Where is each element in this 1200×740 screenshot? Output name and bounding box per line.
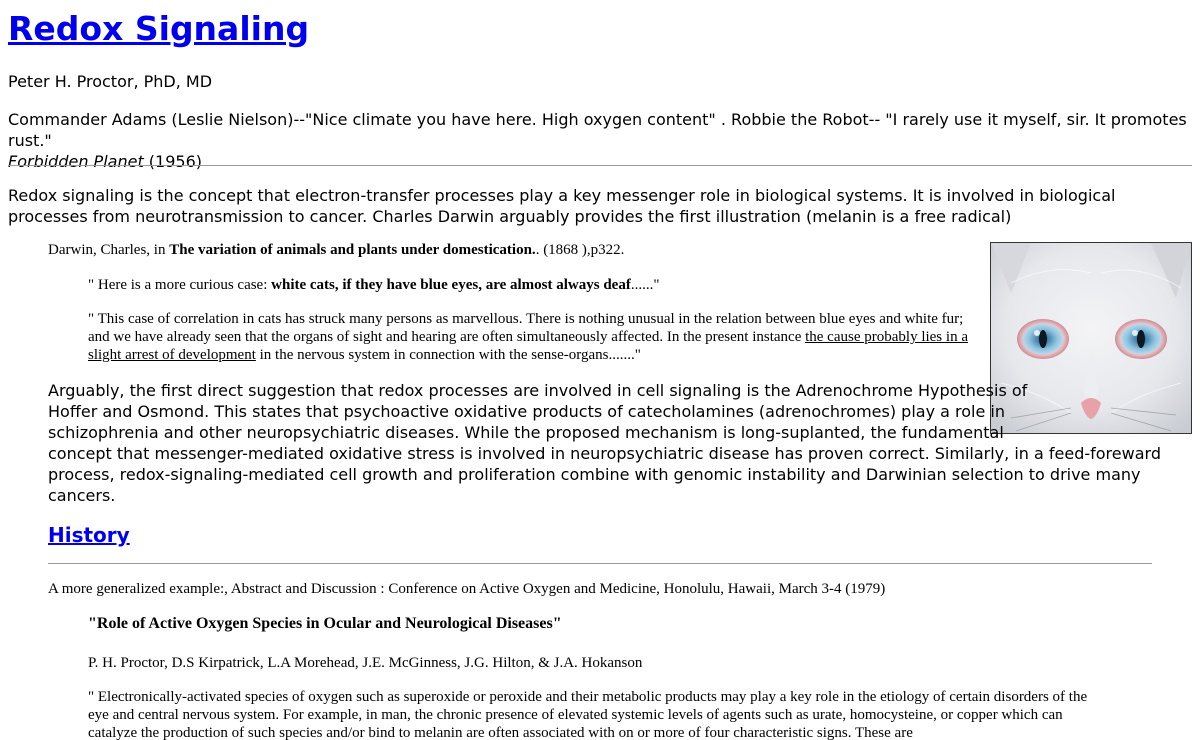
role-title: "Role of Active Oxygen Species in Ocular and Neurological Diseases" bbox=[88, 615, 562, 632]
darwin-prefix: Darwin, Charles, in bbox=[48, 242, 170, 258]
darwin-suffix: . (1868 ),p322. bbox=[535, 242, 625, 258]
curious-suffix: ......" bbox=[630, 277, 660, 293]
adrenochrome-paragraph bbox=[48, 380, 1161, 506]
author-line: Peter H. Proctor, PhD, MD bbox=[8, 72, 213, 91]
history-link[interactable]: History bbox=[48, 523, 130, 547]
paragraph-line: cancers. bbox=[48, 486, 116, 505]
history-heading bbox=[48, 522, 130, 548]
generalized-example: A more generalized example:, Abstract and Discussion : Conference on Active Oxygen and Medicine, Honolulu, Hawaii, March 3-4 (1979) bbox=[48, 581, 886, 597]
correlation-suffix: in the nervous system in connection with the sense-organs......." bbox=[255, 347, 641, 363]
darwin-book: The variation of animals and plants under domestication. bbox=[169, 242, 536, 258]
epigraph-year: (1956) bbox=[143, 152, 203, 171]
paragraph-line: Hoffer and Osmond. This states that psychoactive oxidative products of catecholamines (adrenochromes) play a role in bbox=[48, 402, 1005, 421]
darwin-correlation-quote bbox=[88, 310, 980, 364]
abstract-paragraph: " Electronically-activated species of oxygen such as superoxide or peroxide and their metabolic products may play a key role in the etiology of certain disorders of the eye and central nervous system. For example, in man, the chronic presence of elevated systemic levels of agents such as urate, homocysteine, or copper which can catalyze the production of such species and/or bind to melanin are often associated with on or more of four characteristic signs. These are bbox=[88, 689, 1088, 740]
darwin-curious-quote bbox=[88, 276, 978, 294]
correlation-text: " This case of correlation in cats has struck many persons as marvellous. There is nothing unusual in the relation between blue eyes and white fur; and we have already seen that the organs of sight and hearing are often simultaneously affected. In the present instance bbox=[88, 311, 964, 345]
page-title bbox=[8, 6, 309, 52]
paragraph-line: Arguably, the first direct suggestion that redox processes are involved in cell signaling is the Adrenochrome Hypothesis of bbox=[48, 381, 1028, 400]
epigraph-text: Commander Adams (Leslie Nielson)--"Nice climate you have here. High oxygen content" . Robbie the Robot-- "I rarely use it myself, sir. It promotes rust." bbox=[8, 110, 1187, 150]
curious-bold: white cats, if they have blue eyes, are almost always deaf bbox=[271, 277, 631, 293]
paragraph-line: concept that messenger-mediated oxidative stress is involved in neuropsychiatric disease has proven correct. Similarly, in a feed-foreward bbox=[48, 444, 1161, 463]
horizontal-rule-mid bbox=[48, 563, 1152, 564]
curious-prefix: " Here is a more curious case: bbox=[88, 277, 272, 293]
paragraph-line: process, redox-signaling-mediated cell growth and proliferation combine with genomic instability and Darwinian selection to drive many bbox=[48, 465, 1141, 484]
paragraph-line: schizophrenia and other neuropsychiatric diseases. While the proposed mechanism is long-suplanted, the fundamental bbox=[48, 423, 1004, 442]
darwin-citation bbox=[48, 241, 968, 259]
epigraph-film: Forbidden Planet bbox=[8, 152, 144, 171]
correlation-link[interactable]: the cause probably lies in a slight arrest of development bbox=[88, 329, 968, 363]
authors-list: P. H. Proctor, D.S Kirpatrick, L.A Morehead, J.E. McGinness, J.G. Hilton, & J.A. Hokanson bbox=[88, 655, 643, 671]
horizontal-rule-top bbox=[8, 165, 1192, 166]
title-link[interactable]: Redox Signaling bbox=[8, 9, 310, 48]
epigraph bbox=[8, 109, 1192, 172]
intro-paragraph: Redox signaling is the concept that electron-transfer processes play a key messenger role in biological systems. It is involved in biological processes from neurotransmission to cancer. Charles Darwin arguably provides the first illustration (melanin is a free radical) bbox=[8, 186, 1116, 226]
